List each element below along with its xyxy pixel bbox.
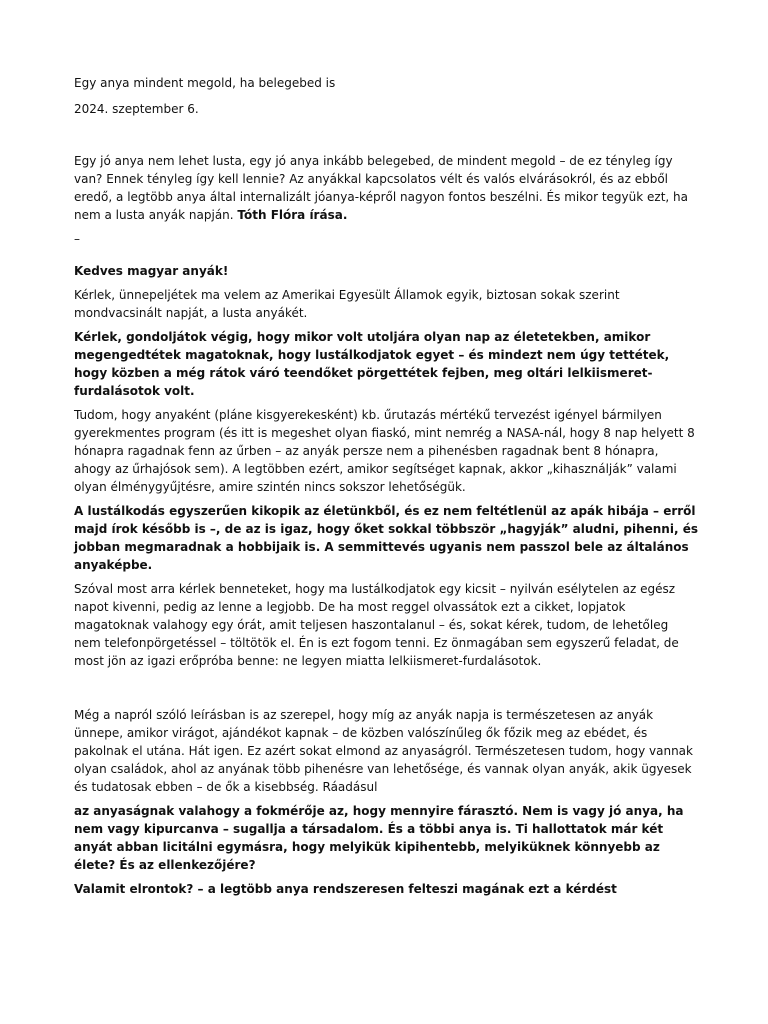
intro-text: Egy jó anya nem lehet lusta, egy jó anya inkább belegebed, de mindent megold – de ez tényleg így van? Ennek tényleg így kell lennie? Az anyákkal kapcsolatos vélt és valós elvárásokról, és az ebből eredő, a legtöbb anya által internalizált jóanya-képről nagyon fontos beszélni. És mikor tegyük ezt, ha nem a lusta anyák napján.: [74, 154, 688, 222]
paragraph-5: Szóval most arra kérlek benneteket, hogy ma lustálkodjatok egy kicsit – nyilván esélytelen az egész napot kivenni, pedig az lenne a legjobb. De ha most reggel olvassátok ezt a cikket, lopjatok magatoknak valahogy egy órát, amit teljesen haszontalanul – és, sokat kérek, tudom, de lehetőleg nem telefonpörgetéssel – töltötök el. Én is ezt fogom tenni. Ez önmagában sem egyszerű feladat, de most jön az igazi erőpróba benne: ne legyen miatta lelkiismeret-furdalásotok.: [74, 582, 679, 668]
subheading: Valamit elrontok? – a legtöbb anya rendszeresen felteszi magának ezt a kérdést: [74, 882, 617, 896]
paragraph-7-bold: az anyaságnak valahogy a fokmérője az, hogy mennyire fárasztó. Nem is vagy jó anya, ha nem vagy kipurcanva – sugallja a társadalom. És a többi anya is. Ti hallottatok már két anyát abban licitálni egymásra, hogy melyikük kipihentebb, melyiküknek könnyebb az élete? És az ellenkezőjére?: [74, 804, 684, 872]
author-credit: Tóth Flóra írása.: [237, 208, 348, 222]
paragraph-6: Még a napról szóló leírásban is az szerepel, hogy míg az anyák napja is természetesen az anyák ünnepe, amikor virágot, ajándékot kapnak – de közben valószínűleg ők főzik meg az ebédet, és pakolnak el utána. Hát igen. Ez azért sokat elmond az anyaságról. Természetesen tudom, hogy vannak olyan családok, ahol az anyának több pihenésre van lehetősége, és vannak olyan anyák, akik ügyesek és tudatosak ebben – de ők a kisebbség. Ráadásul: [74, 708, 693, 794]
spacer: [74, 118, 698, 152]
greeting: Kedves magyar anyák!: [74, 264, 229, 278]
paragraph-1: Kérlek, ünnepeljétek ma velem az Amerikai Egyesült Államok egyik, biztosan sokak szerint mondvacsinált napját, a lusta anyákét.: [74, 288, 620, 320]
paragraph-4-bold: A lustálkodás egyszerűen kikopik az életünkből, és ez nem feltétlenül az apák hibája – erről majd írok később is –, de az is igaz, hogy őket sokkal többször „hagyják” aludni, pihenni, és jobban megmaradnak a hobbijaik is. A semmittevés ugyanis nem passzol bele az általános anyaképbe.: [74, 504, 698, 572]
intro-paragraph: [74, 152, 698, 224]
article-title: Egy anya mindent megold, ha belegebed is: [74, 76, 336, 90]
paragraph-3: Tudom, hogy anyaként (pláne kisgyerekesként) kb. űrutazás mértékű tervezést igényel bármilyen gyerekmentes program (és itt is megeshet olyan fiaskó, mint nemrég a NASA-nál, hogy 8 nap helyett 8 hónapra ragadnak fenn az űrben – az anyák persze nem a pihenésben ragadnak bent 8 hónapra, ahogy az űrhajósok sem). A legtöbben ezért, amikor segítséget kapnak, akkor „kihasználják” valami olyan élménygyűjtésre, amire szintén nincs sokszor lehetőségük.: [74, 408, 695, 494]
separator: –: [74, 232, 80, 246]
spacer: [74, 670, 698, 700]
article: [74, 74, 698, 898]
article-date: 2024. szeptember 6.: [74, 102, 199, 116]
paragraph-2-bold: Kérlek, gondoljátok végig, hogy mikor volt utoljára olyan nap az életetekben, amikor megengedtétek magatoknak, hogy lustálkodjatok egyet – és mindezt nem úgy tettétek, hogy közben a még rátok váró teendőket pörgettétek fejben, meg oltári lelkiismeret-furdalásotok volt.: [74, 330, 670, 398]
